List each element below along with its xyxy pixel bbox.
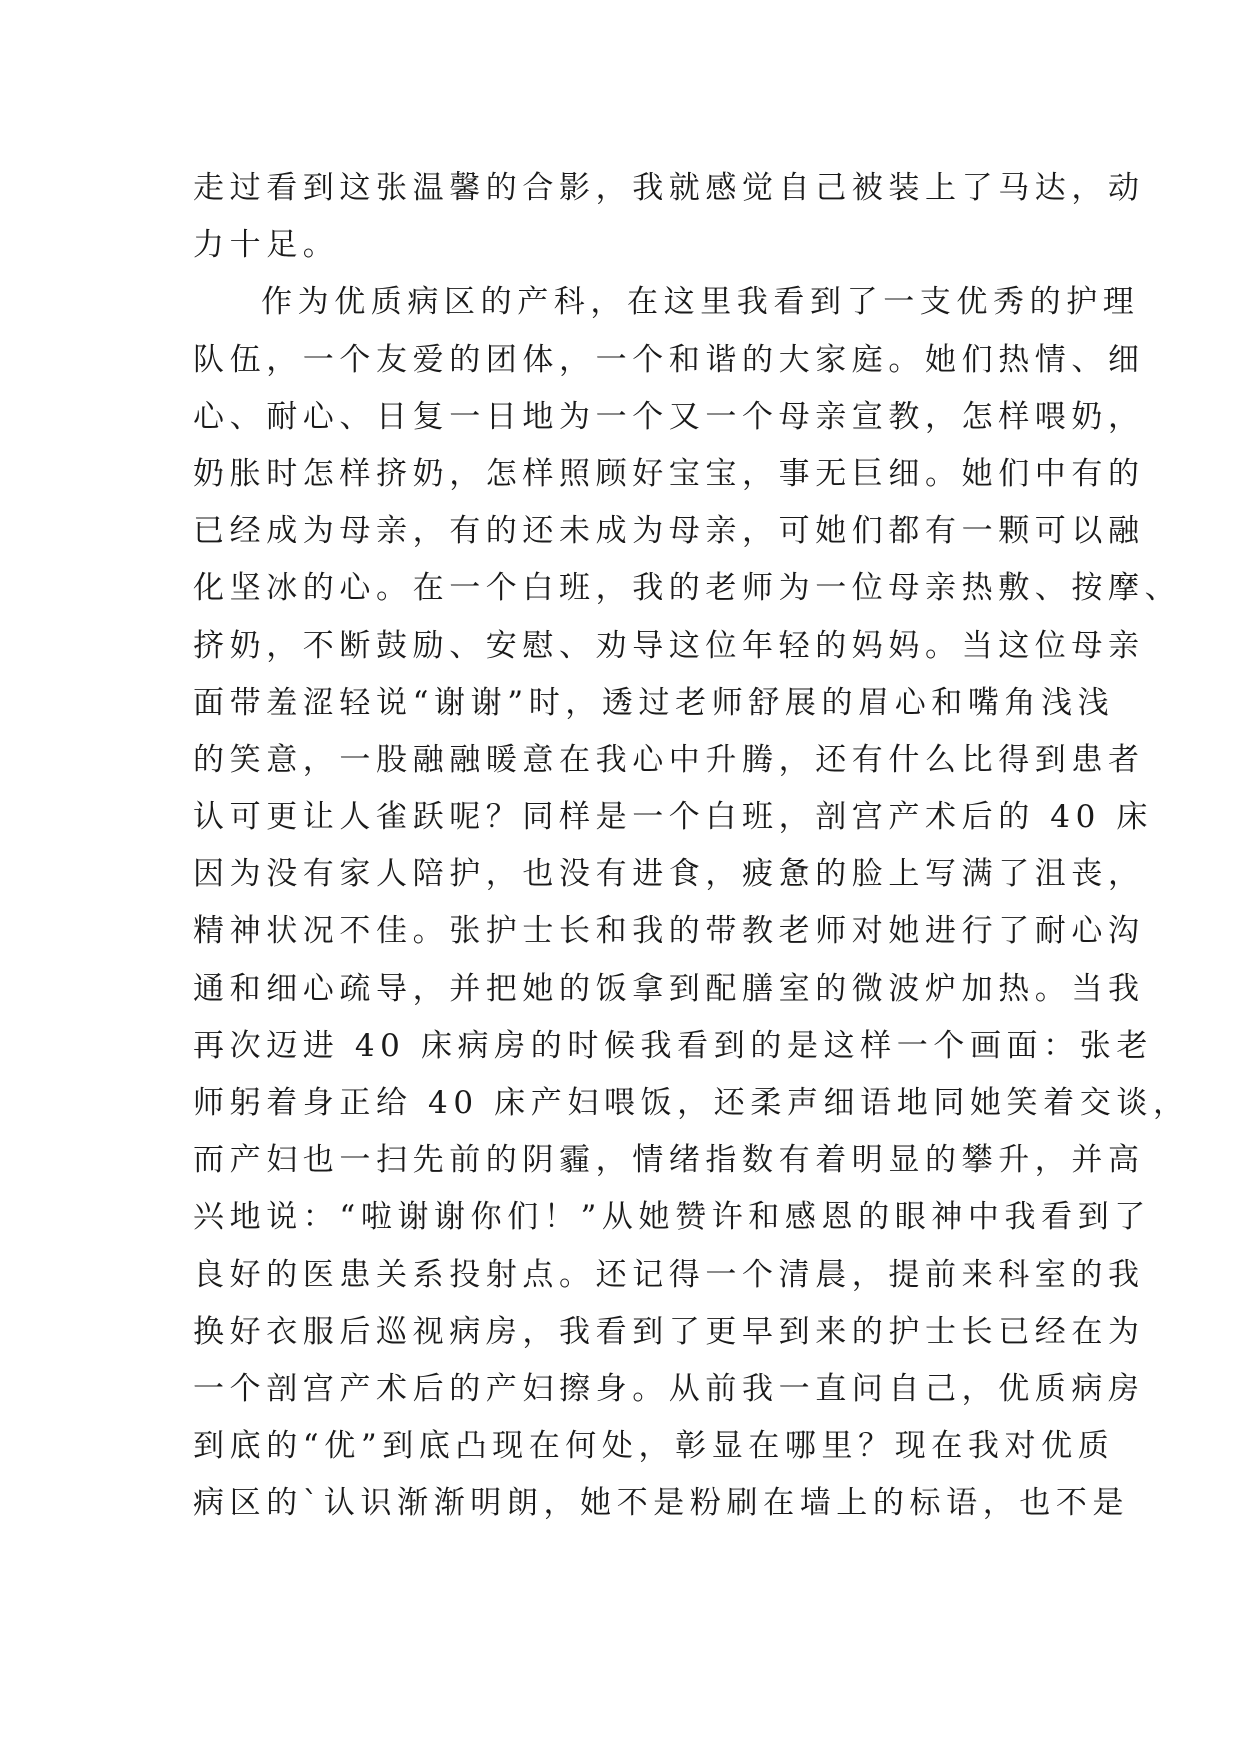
text-line: 病区的`认识渐渐明朗，她不是粉刷在墙上的标语，也不是 [193,1485,1130,1522]
text-line: 面带羞涩轻说“谢谢”时，透过老师舒展的眉心和嘴角浅浅 [193,684,1115,721]
text-line: 到底的“优”到底凸现在何处，彰显在哪里？现在我对优质 [193,1428,1115,1465]
text-line: 认可更让人雀跃呢？同样是一个白班，剖宫产术后的 40 床 [193,799,1153,836]
text-line: 再次迈进 40 床病房的时候我看到的是这样一个画面：张老 [193,1027,1153,1064]
text-line: 挤奶，不断鼓励、安慰、劝导这位年轻的妈妈。当这位母亲 [193,627,1145,664]
text-line: 换好衣服后巡视病房，我看到了更早到来的护士长已经在为 [193,1313,1145,1350]
text-line: 而产妇也一扫先前的阴霾，情绪指数有着明显的攀升，并高 [193,1142,1145,1179]
text-line: 队伍，一个友爱的团体，一个和谐的大家庭。她们热情、细 [193,341,1145,378]
text-line: 力十足。 [193,227,340,264]
text-line: 奶胀时怎样挤奶，怎样照顾好宝宝，事无巨细。她们中有的 [193,455,1145,492]
text-line: 心、耐心、日复一日地为一个又一个母亲宣教，怎样喂奶， [193,398,1145,435]
text-line: 已经成为母亲，有的还未成为母亲，可她们都有一颗可以融 [193,513,1145,550]
text-line: 一个剖宫产术后的产妇擦身。从前我一直问自己，优质病房 [193,1370,1145,1407]
text-line: 化坚冰的心。在一个白班，我的老师为一位母亲热敷、按摩、 [193,570,1182,607]
text-line: 师躬着身正给 40 床产妇喂饭，还柔声细语地同她笑着交谈， [193,1085,1190,1121]
text-line: 兴地说：“啦谢谢你们！”从她赞许和感恩的眼神中我看到了 [193,1199,1151,1236]
text-line: 因为没有家人陪护，也没有进食，疲惫的脸上写满了沮丧， [193,856,1145,893]
text-line: 通和细心疏导，并把她的饭拿到配膳室的微波炉加热。当我 [193,970,1145,1007]
text-line: 走过看到这张温馨的合影，我就感觉自己被装上了马达，动 [193,170,1145,206]
body-text [193,160,1190,1533]
text-line: 精神状况不佳。张护士长和我的带教老师对她进行了耐心沟 [193,913,1145,950]
text-line: 的笑意，一股融融暖意在我心中升腾，还有什么比得到患者 [193,741,1145,778]
paragraph-start-line: 作为优质病区的产科，在这里我看到了一支优秀的护理 [261,284,1140,321]
text-line: 良好的医患关系投射点。还记得一个清晨，提前来科室的我 [193,1256,1145,1293]
